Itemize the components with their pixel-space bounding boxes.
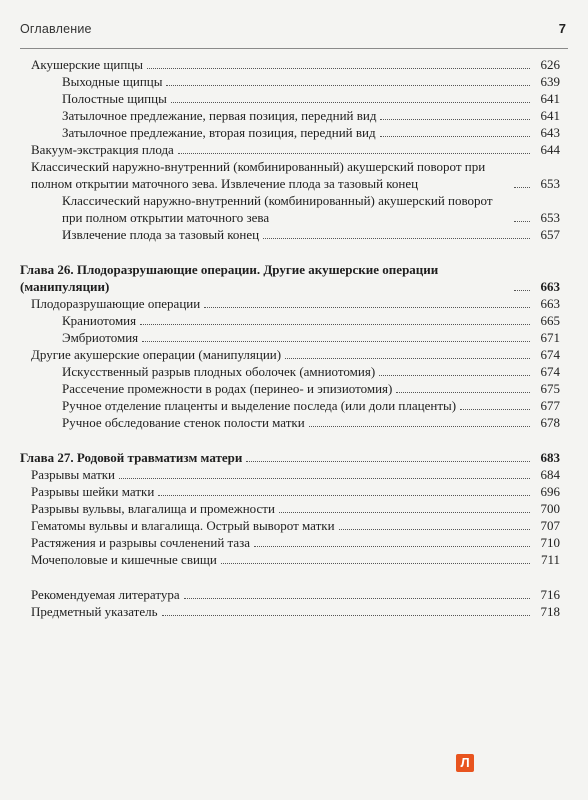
toc-entry-title: Ручное обследование стенок полости матки: [62, 415, 305, 430]
dot-leader: [171, 102, 530, 103]
dot-leader: [339, 529, 530, 530]
toc-entry-title: Полостные щипцы: [62, 91, 167, 106]
dot-leader: [142, 341, 530, 342]
toc-entry[interactable]: [20, 466, 560, 483]
dot-leader: [158, 495, 530, 496]
dot-leader: [460, 409, 530, 410]
toc-entry[interactable]: [20, 73, 560, 90]
toc-entry[interactable]: [20, 414, 560, 431]
toc-entry-page: 677: [540, 398, 560, 413]
toc-entry[interactable]: [20, 397, 560, 414]
toc-entry-title: Плодоразрушающие операции: [31, 296, 201, 311]
toc-entry-title: Разрывы матки: [31, 467, 116, 482]
toc-entry-title: Мочеполовые и кишечные свищи: [31, 552, 217, 567]
dot-leader: [184, 598, 530, 599]
dot-leader: [204, 307, 530, 308]
toc-entry-page: 644: [540, 142, 560, 157]
toc-entry-title: Гематомы вульвы и влагалища. Острый выворот матки: [31, 518, 335, 533]
dot-leader: [380, 119, 530, 120]
toc-entry[interactable]: [20, 295, 560, 312]
toc-entry-title: Эмбриотомия: [62, 330, 139, 345]
toc-entry-page: 707: [540, 518, 560, 533]
dot-leader: [309, 426, 530, 427]
dot-leader: [119, 478, 530, 479]
page-number: 7: [558, 21, 566, 36]
toc-entry-page: 665: [540, 313, 560, 328]
toc-entry-page: 710: [540, 535, 560, 550]
toc-entry-page: 653: [540, 210, 560, 225]
toc-entry[interactable]: [20, 534, 560, 551]
toc-entry[interactable]: [20, 363, 560, 380]
toc-entry-title: Глава 26. Плодоразрушающие операции. Другие акушерские операции (манипуляции): [20, 262, 439, 294]
toc-entry-page: 641: [540, 91, 560, 106]
toc-entry-title: Разрывы вульвы, влагалища и промежности: [31, 501, 275, 516]
toc-entry-title: Выходные щипцы: [62, 74, 163, 89]
toc-entry-title: Искусственный разрыв плодных оболочек (амниотомия): [62, 364, 376, 379]
toc-entry[interactable]: [20, 500, 560, 517]
toc-entry-title: Извлечение плода за тазовый конец: [62, 227, 260, 242]
toc-entry[interactable]: [20, 192, 560, 226]
toc-entry-page: 641: [540, 108, 560, 123]
toc-entry[interactable]: [20, 141, 560, 158]
toc-entry-title: Предметный указатель: [31, 604, 158, 619]
dot-leader: [514, 290, 530, 291]
running-head-title: Оглавление: [20, 22, 92, 36]
toc-entry[interactable]: [20, 517, 560, 534]
toc-entry-page: 696: [540, 484, 560, 499]
toc-entry-page: 678: [540, 415, 560, 430]
toc-entry-page: 657: [540, 227, 560, 242]
toc-entry-title: Классический наружно-внутренний (комбинированный) акушерский поворот при полном открытии маточного зева: [62, 193, 493, 225]
toc-entry-title: Краниотомия: [62, 313, 137, 328]
toc-entry-page: 711: [540, 552, 560, 567]
dot-leader: [514, 221, 530, 222]
toc-entry[interactable]: [20, 56, 560, 73]
section-spacer: [20, 243, 560, 261]
dot-leader: [263, 238, 530, 239]
toc-entry[interactable]: [20, 158, 560, 192]
toc-entry[interactable]: [20, 312, 560, 329]
toc-entry-title: Глава 27. Родовой травматизм матери: [20, 450, 243, 465]
toc-entry-page: 718: [540, 604, 560, 619]
toc-entry[interactable]: [20, 329, 560, 346]
toc-entry-page: 663: [540, 279, 560, 294]
dot-leader: [178, 153, 530, 154]
toc-entry[interactable]: [20, 124, 560, 141]
toc-entry-page: 671: [540, 330, 560, 345]
toc-entry-title: Вакуум-экстракция плода: [31, 142, 174, 157]
section-spacer: [20, 431, 560, 449]
table-of-contents: [20, 56, 560, 620]
toc-entry[interactable]: [20, 551, 560, 568]
toc-entry-page: 700: [540, 501, 560, 516]
dot-leader: [246, 461, 530, 462]
toc-entry[interactable]: [20, 380, 560, 397]
dot-leader: [514, 187, 530, 188]
toc-entry-page: 643: [540, 125, 560, 140]
toc-entry-page: 663: [540, 296, 560, 311]
toc-entry[interactable]: [20, 483, 560, 500]
toc-entry-page: 675: [540, 381, 560, 396]
toc-entry-title: Разрывы шейки матки: [31, 484, 155, 499]
dot-leader: [380, 136, 530, 137]
toc-entry-page: 626: [540, 57, 560, 72]
dot-leader: [221, 563, 530, 564]
toc-entry-page: 653: [540, 176, 560, 191]
toc-entry-page: 684: [540, 467, 560, 482]
toc-entry-page: 674: [540, 347, 560, 362]
toc-entry[interactable]: [20, 603, 560, 620]
toc-entry[interactable]: [20, 90, 560, 107]
publisher-logo-icon: Л: [456, 754, 474, 772]
toc-entry-title: Акушерские щипцы: [31, 57, 143, 72]
dot-leader: [279, 512, 530, 513]
toc-chapter-entry[interactable]: [20, 261, 560, 295]
toc-entry-title: Растяжения и разрывы сочленений таза: [31, 535, 251, 550]
toc-entry-title: Затылочное предлежание, первая позиция, передний вид: [62, 108, 377, 123]
toc-entry-page: 716: [540, 587, 560, 602]
toc-entry-title: Затылочное предлежание, вторая позиция, передний вид: [62, 125, 376, 140]
dot-leader: [162, 615, 530, 616]
toc-entry-title: Классический наружно-внутренний (комбинированный) акушерский поворот при полном открытии маточного зева. Извлечение плода за тазовый конец: [31, 159, 486, 191]
dot-leader: [396, 392, 530, 393]
toc-entry[interactable]: [20, 107, 560, 124]
dot-leader: [254, 546, 530, 547]
toc-entry[interactable]: [20, 226, 560, 243]
dot-leader: [147, 68, 530, 69]
toc-entry-title: Рекомендуемая литература: [31, 587, 180, 602]
toc-entry-page: 639: [540, 74, 560, 89]
dot-leader: [285, 358, 530, 359]
toc-entry-title: Другие акушерские операции (манипуляции): [31, 347, 282, 362]
toc-entry[interactable]: [20, 586, 560, 603]
dot-leader: [140, 324, 530, 325]
toc-entry-page: 674: [540, 364, 560, 379]
toc-entry-title: Ручное отделение плаценты и выделение последа (или доли плаценты): [62, 398, 457, 413]
toc-entry-title: Рассечение промежности в родах (перинео- и эпизиотомия): [62, 381, 393, 396]
section-spacer: [20, 568, 560, 586]
dot-leader: [166, 85, 530, 86]
dot-leader: [379, 375, 530, 376]
page-header: [20, 10, 568, 49]
toc-entry[interactable]: [20, 346, 560, 363]
toc-entry-page: 683: [540, 450, 560, 465]
toc-chapter-entry[interactable]: [20, 449, 560, 466]
